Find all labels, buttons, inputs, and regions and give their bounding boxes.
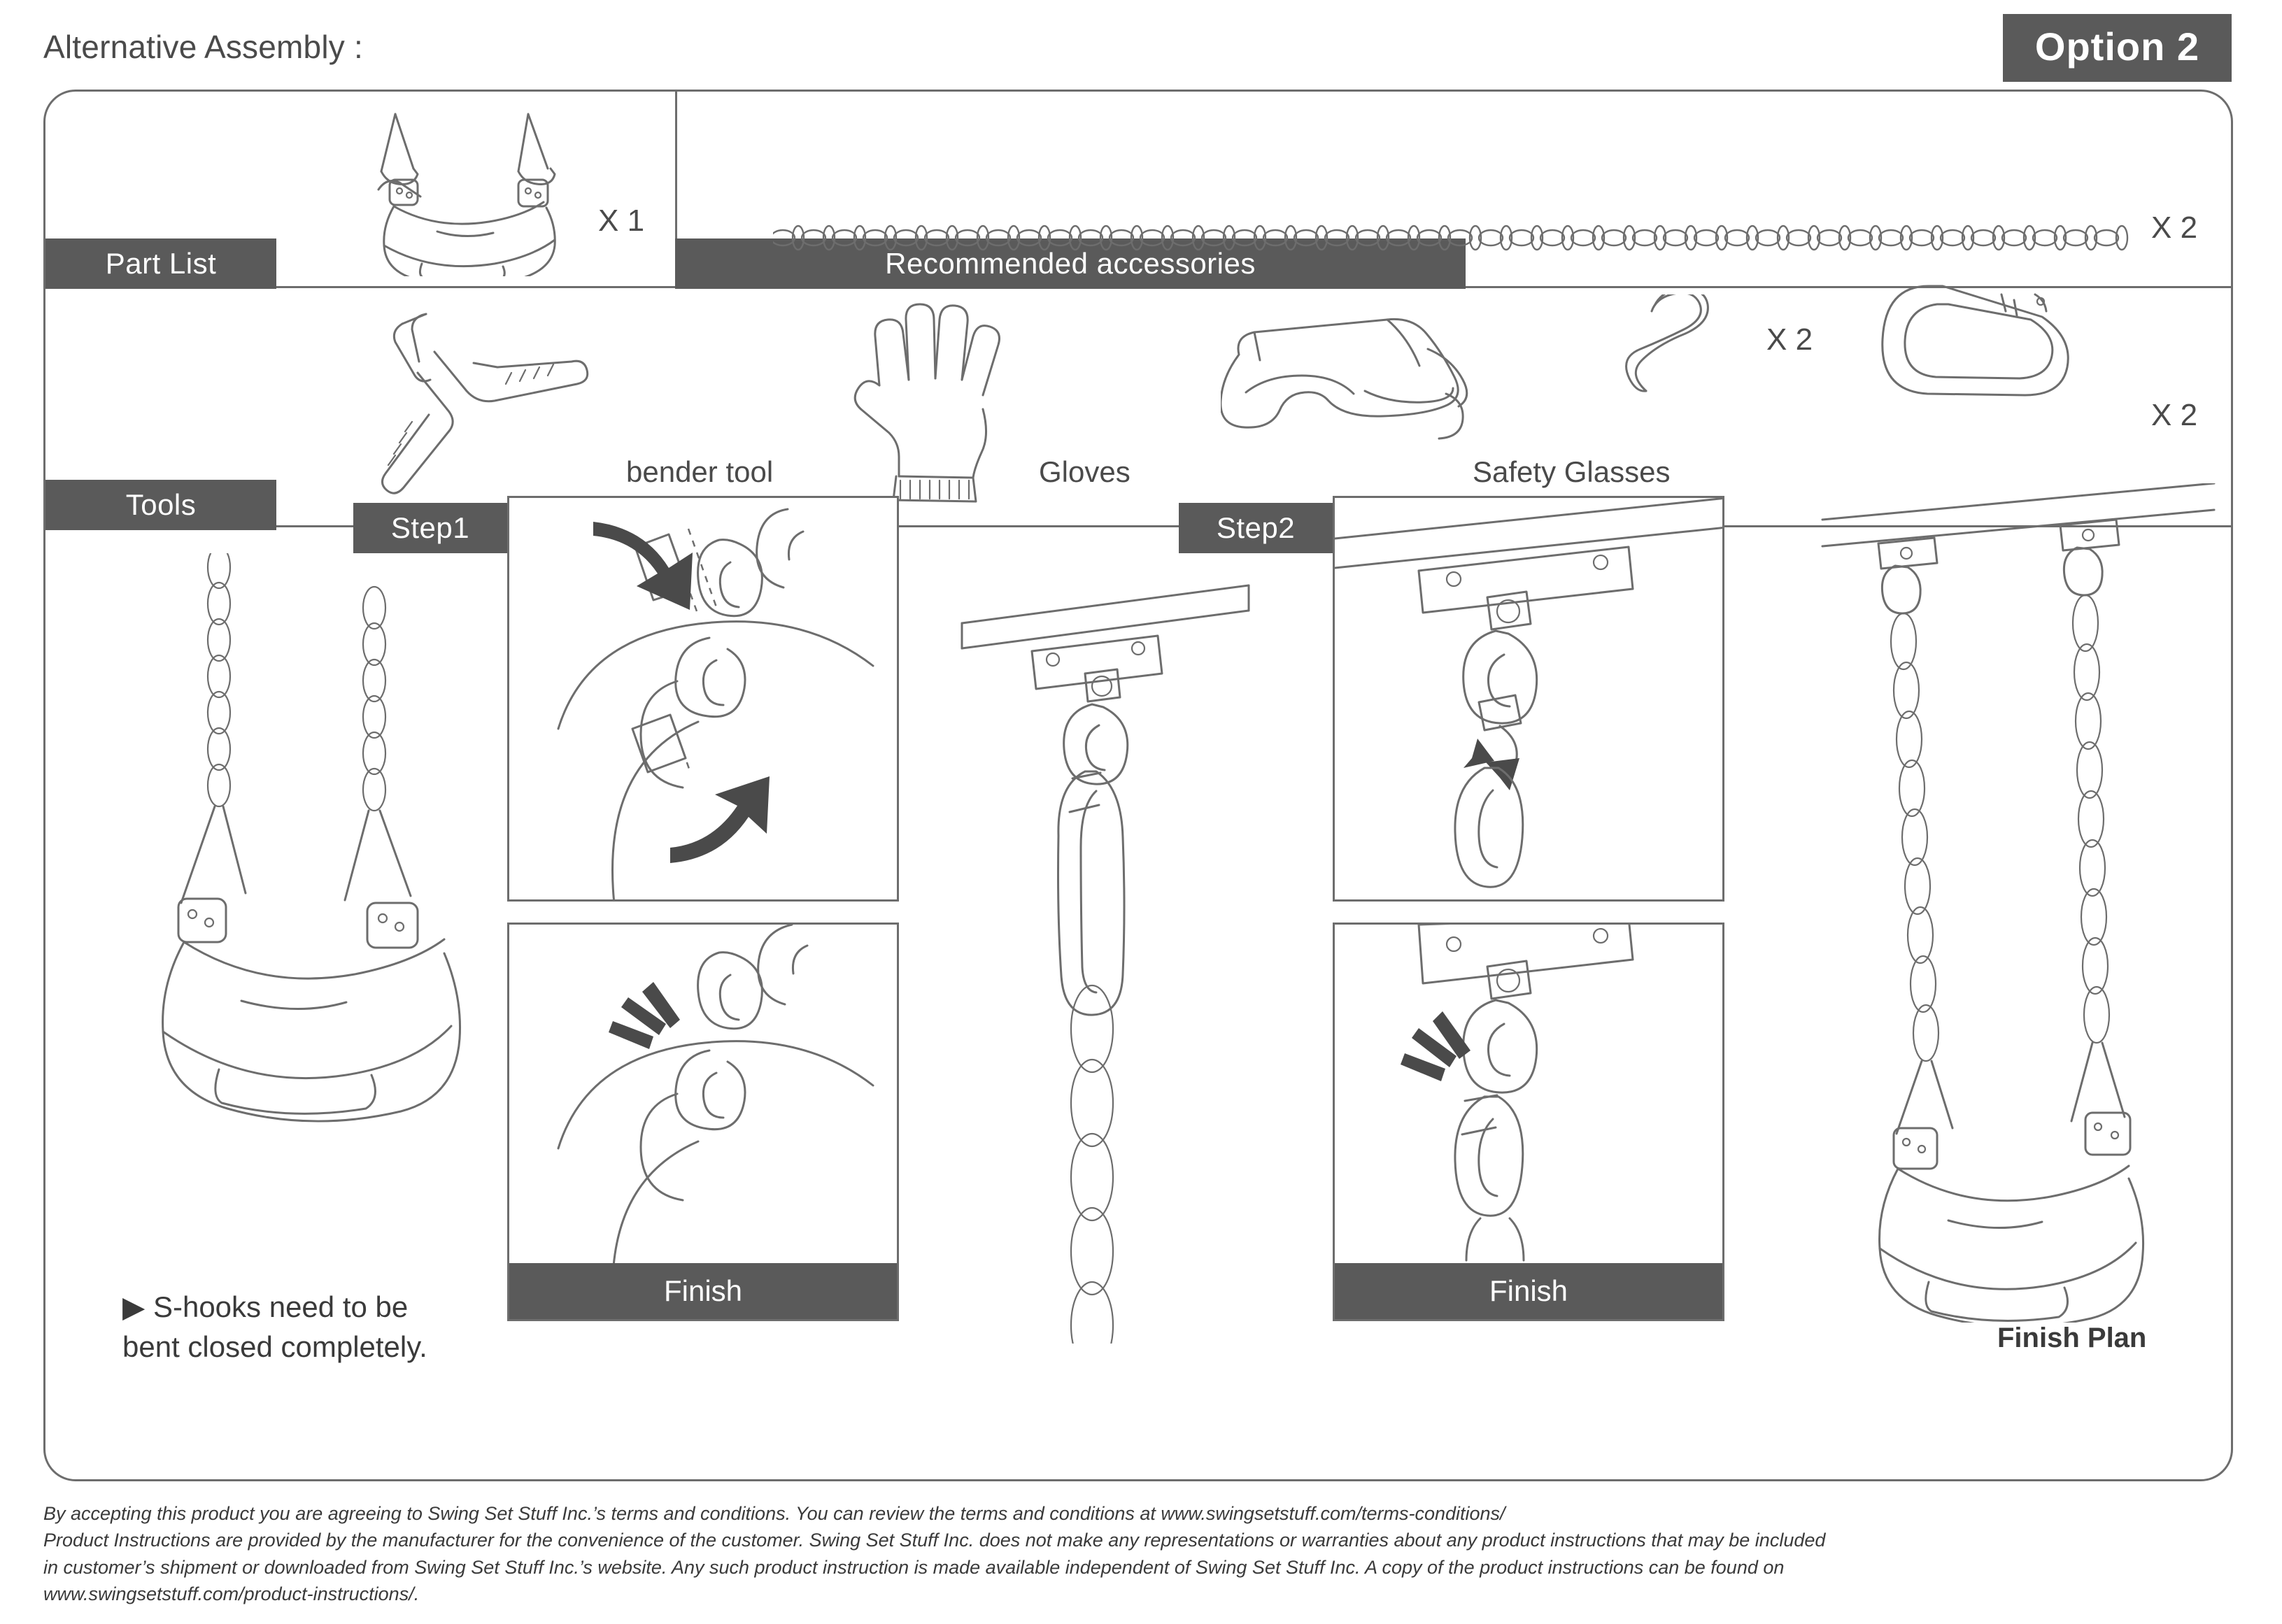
s-hook-note	[122, 1288, 486, 1367]
step2-finish-box	[1333, 923, 1724, 1321]
main-frame	[43, 90, 2233, 1481]
step1-tab	[353, 503, 507, 553]
gloves-icon	[829, 301, 1032, 504]
legal-line-4: www.swingsetstuff.com/product-instructions/.	[43, 1583, 420, 1604]
finish-plan-illustration	[1808, 483, 2228, 1323]
step1-finish-box	[507, 923, 899, 1321]
part-list-label: Part List	[105, 247, 217, 280]
step2-finish-label: Finish	[1489, 1274, 1568, 1307]
s-hook-note-line2: bent closed completely.	[122, 1330, 427, 1363]
step1-finish-label: Finish	[663, 1274, 743, 1307]
s-hook-icon	[1606, 294, 1759, 406]
carabiner-qty: X 2	[2151, 398, 2198, 432]
legal-line-3: in customer’s shipment or downloaded from Swing Set Stuff Inc.’s website. Any such product instruction is made available independent of Swing Set Stuff Inc. A copy of the product instructions can be found on	[43, 1556, 1785, 1578]
part-list-tab	[45, 238, 276, 289]
tools-label: Tools	[125, 488, 197, 521]
step1-label: Step1	[390, 511, 470, 544]
chain-qty: X 2	[2151, 211, 2198, 245]
gloves-label: Gloves	[1039, 455, 1131, 488]
bender-tool-icon	[374, 306, 626, 501]
bender-tool-label: bender tool	[626, 455, 774, 488]
step2-tab	[1179, 503, 1333, 553]
s-hook-qty: X 2	[1766, 322, 1813, 357]
option-badge: Option 2	[2003, 14, 2232, 82]
bucket-swing-seat-icon	[353, 101, 584, 276]
bracket-chain-illustration	[948, 581, 1312, 1344]
legal-line-2: Product Instructions are provided by the manufacturer for the convenience of the customer. Swing Set Stuff Inc. does not make any representations or warranties about any product instructions that may be included	[43, 1530, 1826, 1551]
step2-finish-bar	[1335, 1263, 1722, 1319]
legal-disclaimer	[43, 1500, 2240, 1607]
part-list-qty: X 1	[598, 204, 645, 238]
step1-finish-bar	[509, 1263, 897, 1319]
s-hook-note-line1: ▶ S-hooks need to be	[122, 1290, 409, 1323]
carabiner-snap-hook-icon	[1864, 265, 2095, 419]
finish-plan-label: Finish Plan	[1997, 1323, 2147, 1353]
legal-line-1: By accepting this product you are agreeing to Swing Set Stuff Inc.’s terms and conditions. You can review the terms and conditions at www.swingsetstuff.com/terms-conditions/	[43, 1503, 1505, 1524]
finished-swing-left-illustration	[136, 553, 500, 1344]
step2-image-box	[1333, 496, 1724, 902]
safety-glasses-icon	[1221, 308, 1487, 490]
page-title: Alternative Assembly :	[43, 29, 363, 65]
safety-glasses-label: Safety Glasses	[1473, 455, 1671, 488]
tools-tab	[45, 480, 276, 530]
recommended-accessories-label: Recommended accessories	[885, 247, 1256, 280]
step2-label: Step2	[1216, 511, 1296, 544]
step1-image-box	[507, 496, 899, 902]
chain-icon	[773, 213, 2137, 262]
